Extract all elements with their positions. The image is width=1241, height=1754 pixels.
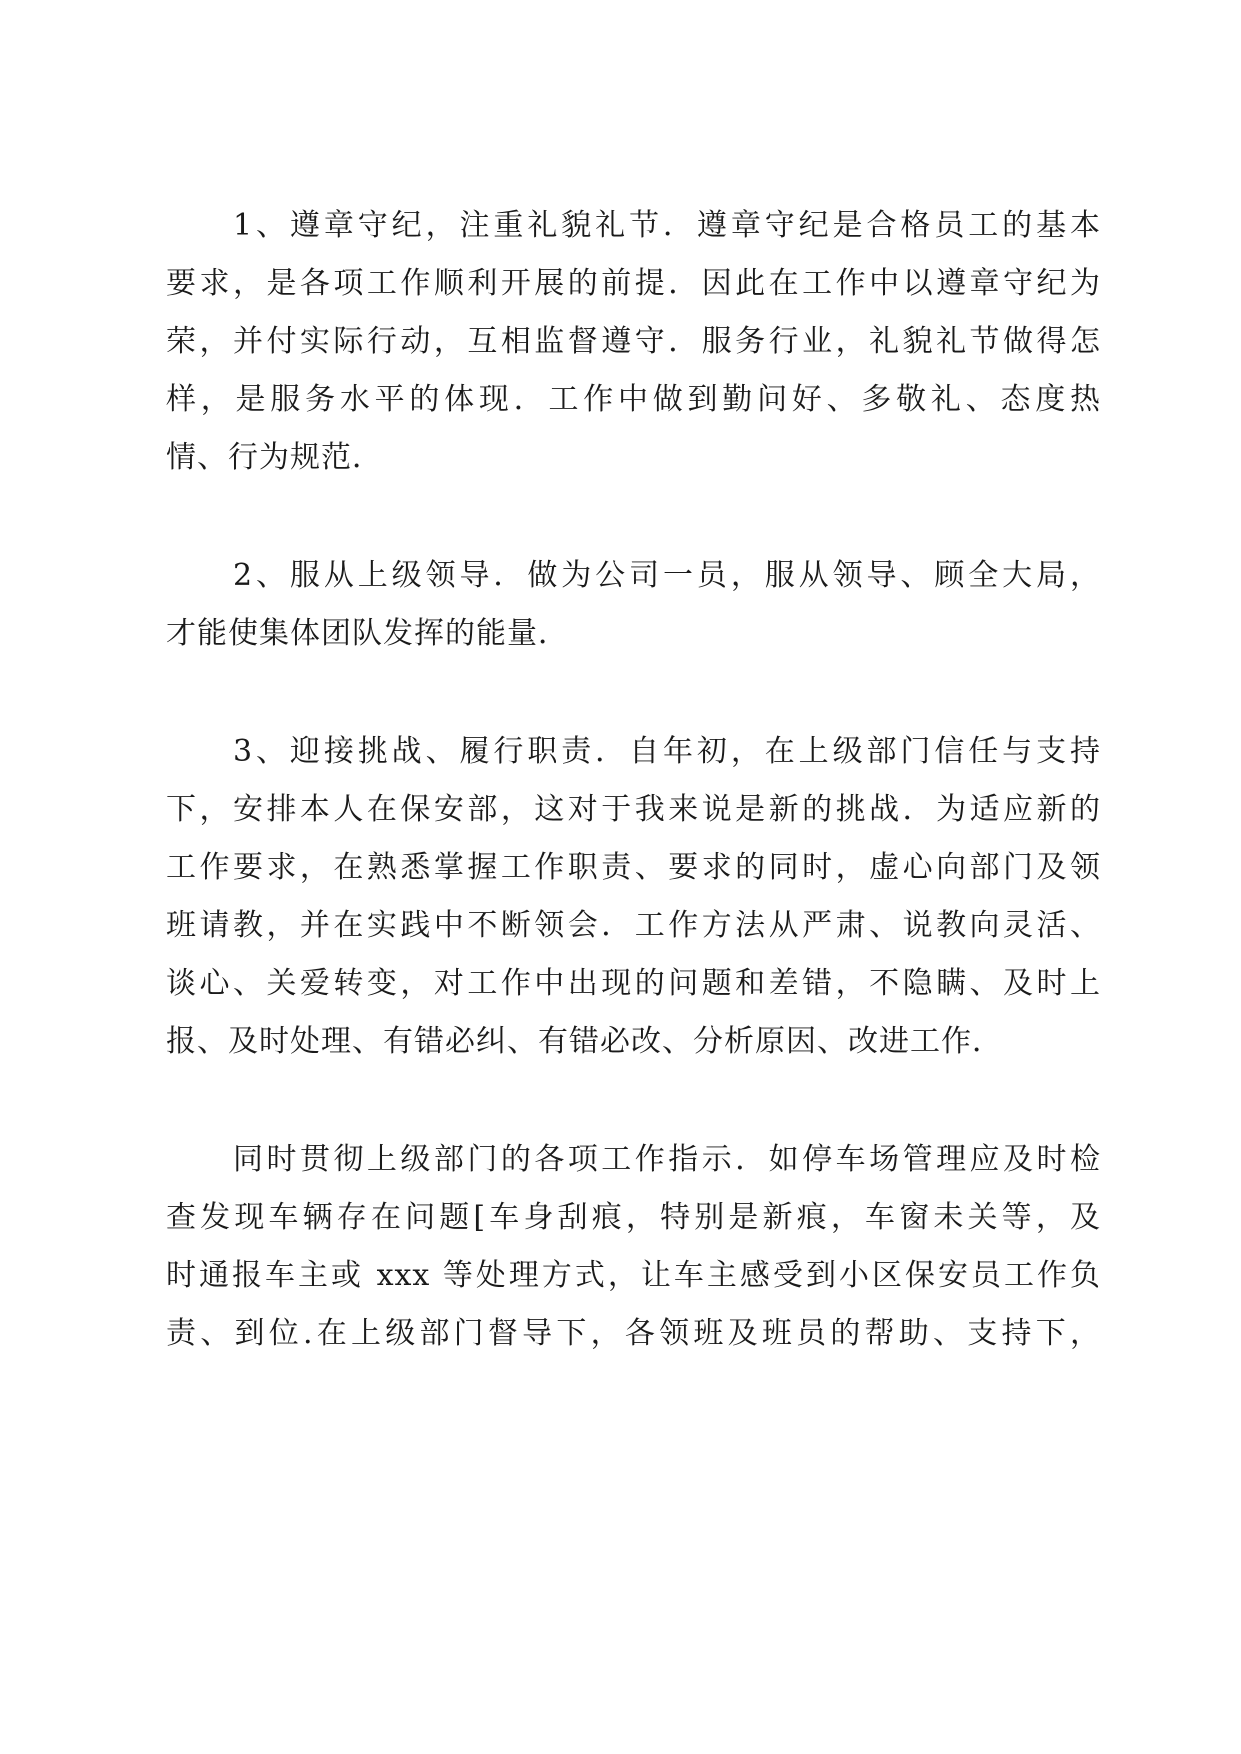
paragraph-3-line-1: 3、迎接挑战、履行职责．自年初，在上级部门信任与支持	[233, 734, 1101, 769]
paragraph-3-line-6: 报、及时处理、有错必纠、有错必改、分析原因、改进工作．	[166, 1024, 1003, 1059]
paragraph-1-line-3: 荣，并付实际行动，互相监督遵守．服务行业，礼貌礼节做得怎	[166, 324, 1101, 359]
paragraph-1-line-4: 样，是服务水平的体现．工作中做到勤问好、多敬礼、态度热	[166, 382, 1101, 417]
paragraph-1-line-2: 要求，是各项工作顺利开展的前提．因此在工作中以遵章守纪为	[166, 266, 1101, 301]
paragraph-3-line-2: 下，安排本人在保安部，这对于我来说是新的挑战．为适应新的	[166, 792, 1101, 827]
paragraph-1-line-1: 1、遵章守纪，注重礼貌礼节．遵章守纪是合格员工的基本	[233, 208, 1101, 243]
paragraph-4-line-1: 同时贯彻上级部门的各项工作指示．如停车场管理应及时检	[233, 1142, 1101, 1177]
paragraph-4-line-4: 责、到位.在上级部门督导下，各领班及班员的帮助、支持下，	[166, 1316, 1101, 1351]
paragraph-1-line-5: 情、行为规范．	[166, 440, 383, 475]
paragraph-2-line-2: 才能使集体团队发挥的能量．	[166, 616, 569, 651]
paragraph-4-line-3: 时通报车主或 xxx 等处理方式，让车主感受到小区保安员工作负	[166, 1258, 1101, 1293]
paragraph-4-line-2: 查发现车辆存在问题[车身刮痕，特别是新痕，车窗未关等，及	[166, 1200, 1101, 1235]
paragraph-3-line-3: 工作要求，在熟悉掌握工作职责、要求的同时，虚心向部门及领	[166, 850, 1101, 885]
paragraph-3-line-5: 谈心、关爱转变，对工作中出现的问题和差错，不隐瞒、及时上	[166, 966, 1101, 1001]
paragraph-3-line-4: 班请教，并在实践中不断领会．工作方法从严肃、说教向灵活、	[166, 908, 1101, 943]
paragraph-2-line-1: 2、服从上级领导．做为公司一员，服从领导、顾全大局，	[233, 558, 1101, 593]
